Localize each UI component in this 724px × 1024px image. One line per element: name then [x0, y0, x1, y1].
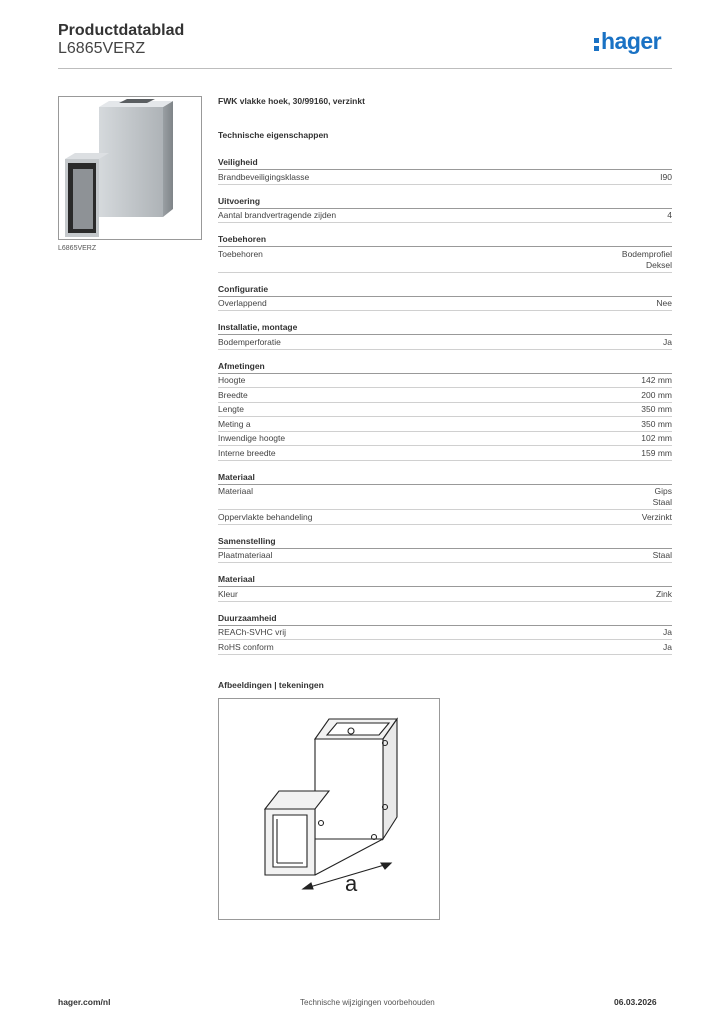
spec-row [218, 446, 672, 461]
spec-section-heading: Toebehoren [218, 234, 672, 247]
spec-value-line: Deksel [646, 259, 672, 270]
hager-logo [594, 28, 661, 55]
drawings-heading: Afbeeldingen | tekeningen [218, 680, 324, 690]
spec-row [218, 510, 672, 525]
spec-section [218, 361, 672, 461]
dimension-a-label: a [345, 871, 358, 896]
spec-label: Lengte [218, 404, 244, 414]
spec-value [663, 337, 672, 348]
spec-label: Overlappend [218, 298, 267, 308]
footer-disclaimer: Technische wijzigingen voorbehouden [300, 998, 435, 1007]
spec-value [656, 298, 672, 309]
spec-value-line: Verzinkt [641, 511, 672, 522]
spec-value-line: 4 [667, 210, 672, 220]
spec-value-line: Zink [655, 588, 672, 599]
logo-dots-icon [594, 35, 599, 49]
spec-label: Plaatmateriaal [218, 550, 273, 560]
spec-value-line: 102 mm [641, 433, 672, 443]
spec-value [656, 589, 672, 600]
spec-value [641, 448, 672, 459]
product-photo-illustration [59, 97, 201, 239]
spec-section-heading: Materiaal [218, 574, 672, 587]
spec-row [218, 432, 672, 447]
spec-row [218, 485, 672, 511]
spec-label: Inwendige hoogte [218, 433, 286, 443]
spec-value [660, 172, 672, 183]
spec-value [641, 419, 672, 430]
logo-text: hager [601, 28, 662, 54]
page-title: Productdatablad [58, 22, 185, 39]
spec-section-heading: Duurzaamheid [218, 613, 672, 626]
spec-section-heading: Veiligheid [218, 157, 672, 170]
spec-label: Bodemperforatie [218, 336, 281, 347]
spec-value [641, 404, 672, 415]
spec-section [218, 157, 672, 185]
spec-value-line: Ja [663, 336, 672, 347]
spec-label: RoHS conform [218, 641, 274, 652]
header-divider [58, 68, 672, 69]
spec-value-line: I90 [660, 171, 672, 182]
spec-row [218, 417, 672, 432]
spec-section [218, 284, 672, 312]
product-photo [58, 96, 202, 240]
spec-row [218, 335, 672, 350]
spec-section-heading: Installatie, montage [218, 322, 672, 335]
spec-value [667, 210, 672, 221]
footer-date: 06.03.2026 [614, 997, 657, 1007]
spec-label: Hoogte [218, 375, 246, 385]
spec-section [218, 472, 672, 525]
spec-row [218, 374, 672, 389]
spec-value [641, 375, 672, 386]
spec-row [218, 640, 672, 655]
spec-section-heading: Configuratie [218, 284, 672, 297]
spec-value-line: 159 mm [641, 447, 672, 458]
spec-value [653, 550, 672, 561]
product-photo-caption: L6865VERZ [58, 245, 97, 252]
spec-value-line: 200 mm [641, 389, 672, 400]
spec-row [218, 388, 672, 403]
spec-label: Brandbeveiligingsklasse [218, 171, 310, 182]
spec-section-heading: Materiaal [218, 472, 672, 485]
spec-section-heading: Afmetingen [218, 361, 672, 374]
spec-value [622, 249, 672, 271]
spec-row [218, 587, 672, 602]
spec-label: Interne breedte [218, 447, 276, 458]
spec-value [642, 512, 672, 523]
spec-row [218, 297, 672, 312]
spec-row [218, 209, 672, 224]
spec-row [218, 626, 672, 641]
technical-drawing [218, 698, 440, 920]
spec-value-line: Ja [663, 641, 672, 652]
spec-value-line: Ja [663, 627, 672, 637]
spec-value-line: Gips [654, 486, 672, 496]
spec-value [653, 486, 672, 508]
spec-value-line: Staal [652, 550, 672, 560]
spec-section [218, 234, 672, 273]
spec-value-line: 350 mm [641, 418, 672, 429]
spec-row [218, 549, 672, 564]
spec-section [218, 574, 672, 602]
spec-value [641, 433, 672, 444]
spec-value [663, 627, 672, 638]
spec-label: Toebehoren [218, 248, 263, 259]
spec-label: Kleur [218, 588, 238, 599]
spec-label: Aantal brandvertragende zijden [218, 210, 337, 220]
spec-value-line: Bodemprofiel [621, 248, 672, 259]
spec-section-heading: Uitvoering [218, 196, 672, 209]
spec-label: Oppervlakte behandeling [218, 511, 313, 522]
product-title: FWK vlakke hoek, 30/99160, verzinkt [218, 96, 365, 106]
spec-value [663, 642, 672, 653]
technical-drawing-illustration [219, 699, 439, 919]
spec-row [218, 247, 672, 273]
spec-label: REACh-SVHC vrij [218, 627, 287, 637]
spec-section [218, 322, 672, 350]
technical-properties-heading: Technische eigenschappen [218, 130, 329, 140]
spec-row [218, 403, 672, 418]
spec-row [218, 170, 672, 185]
spec-label: Meting a [218, 418, 251, 429]
spec-label: Materiaal [218, 486, 253, 496]
spec-section-heading: Samenstelling [218, 536, 672, 549]
footer-website[interactable]: hager.com/nl [58, 997, 111, 1007]
spec-value-line: 142 mm [641, 375, 672, 385]
spec-value-line: Nee [656, 298, 672, 308]
spec-section [218, 613, 672, 655]
spec-section [218, 196, 672, 224]
product-code: L6865VERZ [58, 40, 146, 57]
spec-sections [218, 157, 672, 666]
spec-value-line: Staal [652, 497, 672, 507]
spec-value [641, 390, 672, 401]
spec-value-line: 350 mm [641, 404, 672, 414]
spec-label: Breedte [218, 389, 248, 400]
spec-section [218, 536, 672, 564]
